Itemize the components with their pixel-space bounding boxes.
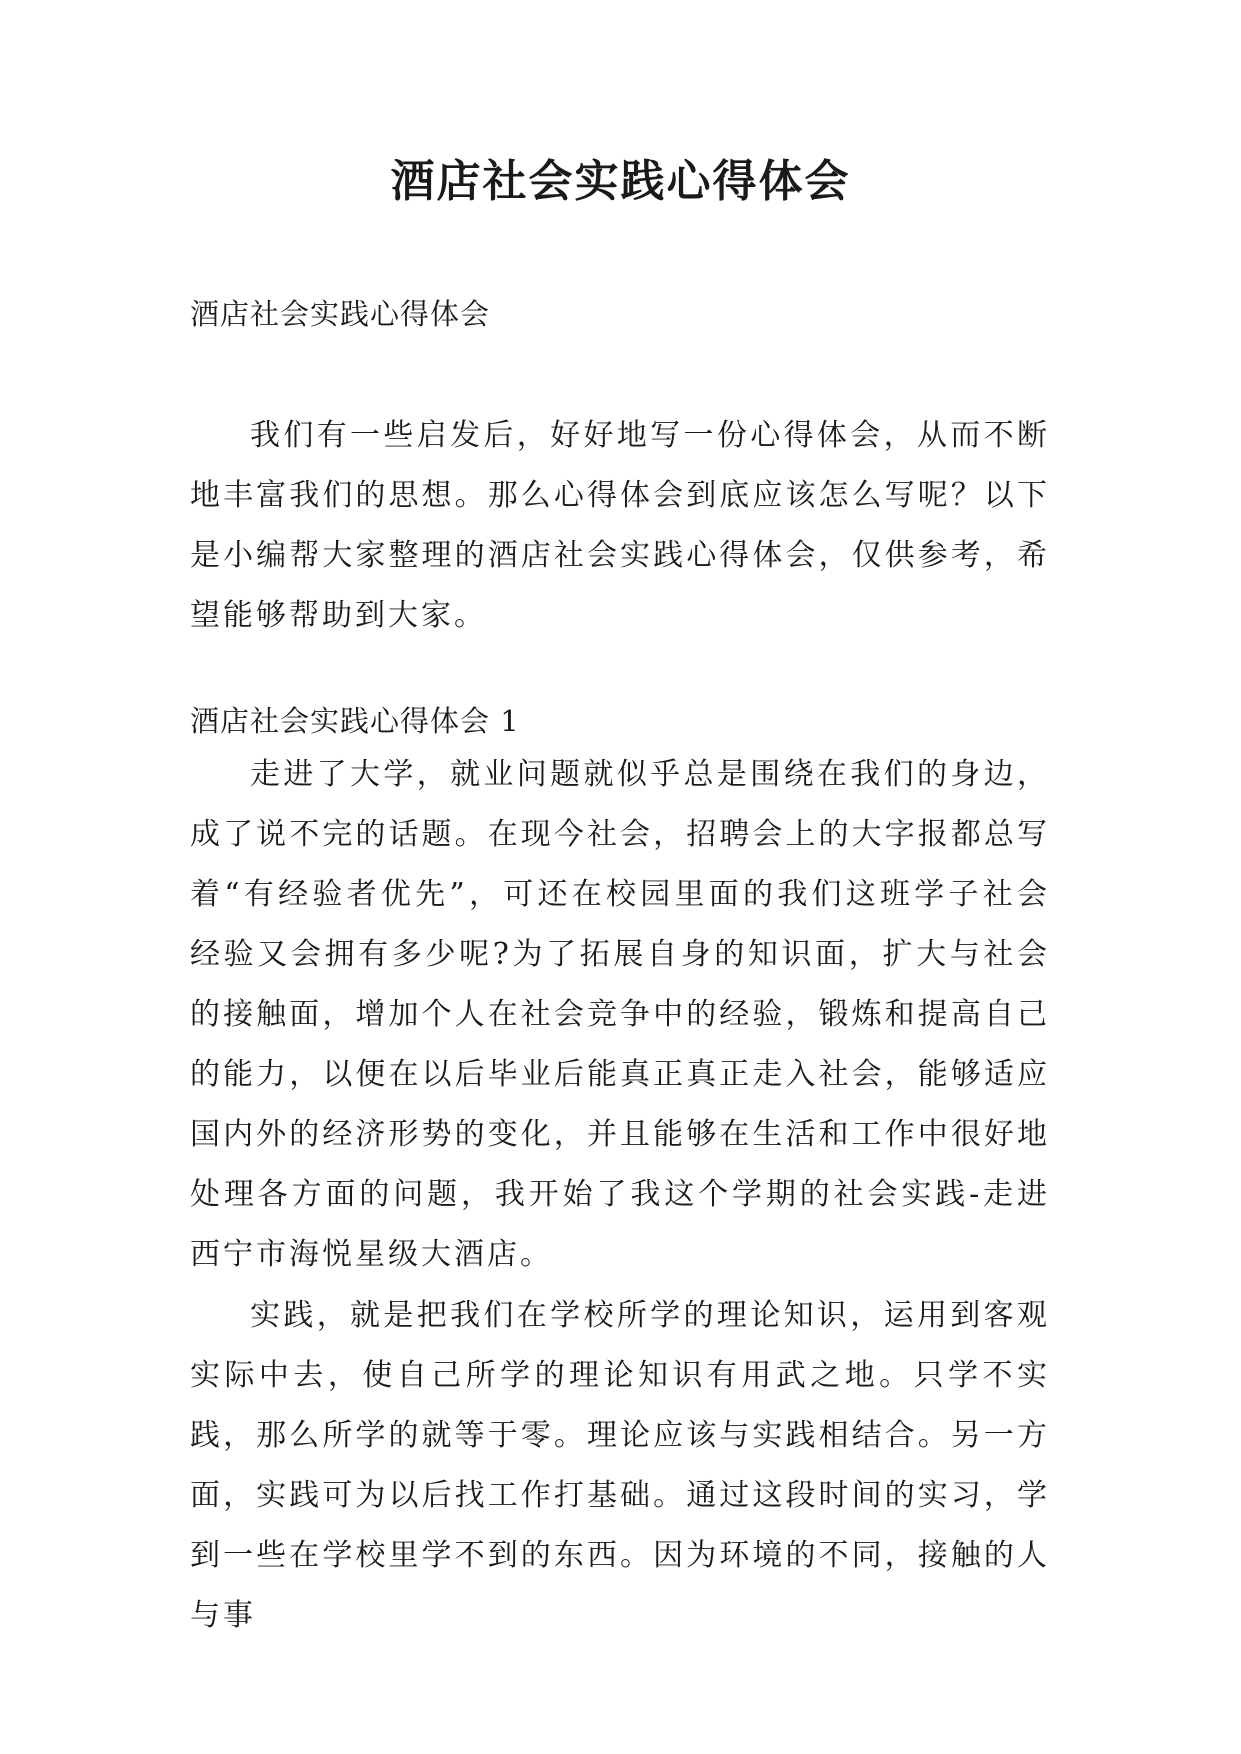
document-title: 酒店社会实践心得体会 bbox=[390, 156, 851, 207]
intro-paragraph: 我们有一些启发后，好好地写一份心得体会，从而不断地丰富我们的思想。那么心得体会到底应该怎么写呢？以下是小编帮大家整理的酒店社会实践心得体会，仅供参考，希望能够帮助到大家。 bbox=[190, 418, 1050, 633]
body-paragraph: 走进了大学，就业问题就似乎总是围绕在我们的身边，成了说不完的话题。在现今社会，招聘会上的大字报都总写着“有经验者优先”，可还在校园里面的我们这班学子社会经验又会拥有多少呢?为了拓展自身的知识面，扩大与社会的接触面，增加个人在社会竞争中的经验，锻炼和提高自己的能力，以便在以后毕业后能真正真正走入社会，能够适应国内外的经济形势的变化，并且能够在生活和工作中很好地处理各方面的问题，我开始了我这个学期的社会实践-走进西宁市海悦星级大酒店。 bbox=[190, 757, 1050, 1272]
body-paragraph: 实践，就是把我们在学校所学的理论知识，运用到客观实际中去，使自己所学的理论知识有用武之地。只学不实践，那么所学的就等于零。理论应该与实践相结合。另一方面，实践可为以后找工作打基础。通过这段时间的实习，学到一些在学校里学不到的东西。因为环境的不同，接触的人与事 bbox=[190, 1298, 1050, 1633]
document-subtitle: 酒店社会实践心得体会 bbox=[190, 297, 491, 331]
section-heading: 酒店社会实践心得体会 1 bbox=[190, 704, 520, 738]
